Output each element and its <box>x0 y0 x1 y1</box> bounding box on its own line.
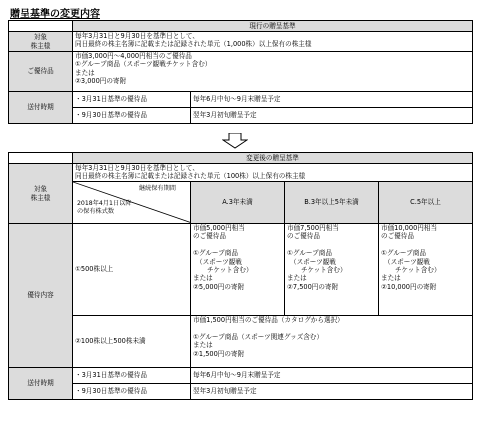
current-standard-table <box>8 20 473 124</box>
down-arrow-icon <box>222 133 248 149</box>
current-benefit-label: ご優待品 <box>9 52 73 92</box>
tier2-line: ①グループ商品（スポーツ関連グッズ含む） <box>193 332 324 341</box>
current-target-label <box>9 32 73 52</box>
timing-item: ・3月31日基準の優待品 <box>73 368 191 384</box>
cell-line: （スポーツ観戦 <box>384 257 430 266</box>
timing-item: ・3月31日基準の優待品 <box>73 92 191 108</box>
current-target-line: 毎年3月31日と9月30日を基準日として、 <box>75 32 199 40</box>
cell-line: チケット含む） <box>301 266 347 275</box>
cell-line: チケット含む） <box>395 266 441 275</box>
current-benefit-text <box>73 52 473 92</box>
changed-target-label-line1: 対象 <box>33 185 48 194</box>
tier2-line: ②1,500円の寄附 <box>193 349 245 358</box>
changed-target-label-line2: 株主様 <box>30 193 51 202</box>
tier1-cell-a <box>191 224 285 316</box>
cell-line: （スポーツ観戦 <box>196 257 242 266</box>
cell-line: （スポーツ観戦 <box>290 257 336 266</box>
tier2-label: ②100株以上500株未満 <box>73 316 191 368</box>
changed-standard-table <box>8 152 473 400</box>
period-a-header: A.3年未満 <box>191 182 285 224</box>
cell-line: ①グループ商品 <box>287 249 332 258</box>
cell-line: のご優待品 <box>287 232 320 241</box>
cell-line: ①グループ商品 <box>193 249 238 258</box>
timing-item: ・9月30日基準の優待品 <box>73 108 191 124</box>
cell-line: または <box>193 274 213 283</box>
cell-line: 市価10,000円相当 <box>381 224 438 232</box>
cell-line: 市価5,000円相当 <box>193 224 245 232</box>
benefit-line: または <box>75 68 95 77</box>
cell-line: または <box>287 274 307 283</box>
tier2-cell <box>191 316 473 368</box>
tier2-line: 市価1,500円相当のご優待品（カタログから選択） <box>193 316 344 324</box>
period-c-header: C.5年以上 <box>379 182 473 224</box>
cell-line: ②7,500円の寄附 <box>287 282 339 291</box>
period-b-header: B.3年以上5年未満 <box>285 182 379 224</box>
current-target-label-line2: 株主様 <box>30 41 51 50</box>
holding-period-label: 継続保有期間 <box>138 185 176 192</box>
tier2-line: または <box>193 341 213 350</box>
cell-line: ①グループ商品 <box>381 249 426 258</box>
benefit-line: ①グループ商品（スポーツ観戦チケット含む） <box>75 60 212 69</box>
changed-target-text <box>73 164 473 182</box>
benefit-line: 市価3,000円～4,000円相当のご優待品 <box>75 52 192 60</box>
changed-target-line: 毎年3月31日と9月30日を基準日として、 <box>75 164 199 172</box>
shares-held-label: 2018年4月1日以降 の保有株式数 <box>77 200 132 215</box>
cell-line: 市価7,500円相当 <box>287 224 339 232</box>
holding-period-diagonal-header <box>73 182 191 224</box>
cell-line: のご優待品 <box>193 232 226 241</box>
cell-line: のご優待品 <box>381 232 414 241</box>
timing-schedule: 毎年6月中旬～9月末贈呈予定 <box>191 368 473 384</box>
cell-line: ②5,000円の寄附 <box>193 282 245 291</box>
changed-benefit-label: 優待内容 <box>9 224 73 368</box>
benefit-line: ②3,000円の寄附 <box>75 77 127 86</box>
cell-line: または <box>381 274 401 283</box>
changed-header: 変更後の贈呈基準 <box>73 153 473 164</box>
tier1-label: ①500株以上 <box>73 224 191 316</box>
current-header: 現行の贈呈基準 <box>73 21 473 32</box>
changed-target-line: 同日最終の株主名簿に記載または記録された単元（100株）以上保有の株主様 <box>75 172 306 181</box>
timing-schedule: 毎年6月中旬～9月末贈呈予定 <box>191 92 473 108</box>
tier1-cell-c <box>379 224 473 316</box>
cell-line: ②10,000円の寄附 <box>381 282 437 291</box>
timing-schedule: 翌年3月初旬贈呈予定 <box>191 384 473 400</box>
timing-schedule: 翌年3月初旬贈呈予定 <box>191 108 473 124</box>
cell-line: チケット含む） <box>207 266 253 275</box>
page-title: 贈呈基準の変更内容 <box>10 9 100 20</box>
changed-target-label <box>9 164 73 224</box>
tier1-cell-b <box>285 224 379 316</box>
current-target-text <box>73 32 473 52</box>
timing-item: ・9月30日基準の優待品 <box>73 384 191 400</box>
changed-timing-label: 送付時期 <box>9 368 73 400</box>
current-target-label-line1: 対象 <box>33 33 48 42</box>
current-timing-label: 送付時期 <box>9 92 73 124</box>
current-target-line: 同日最終の株主名簿に記載または記録された単元（1,000株）以上保有の株主様 <box>75 40 312 49</box>
